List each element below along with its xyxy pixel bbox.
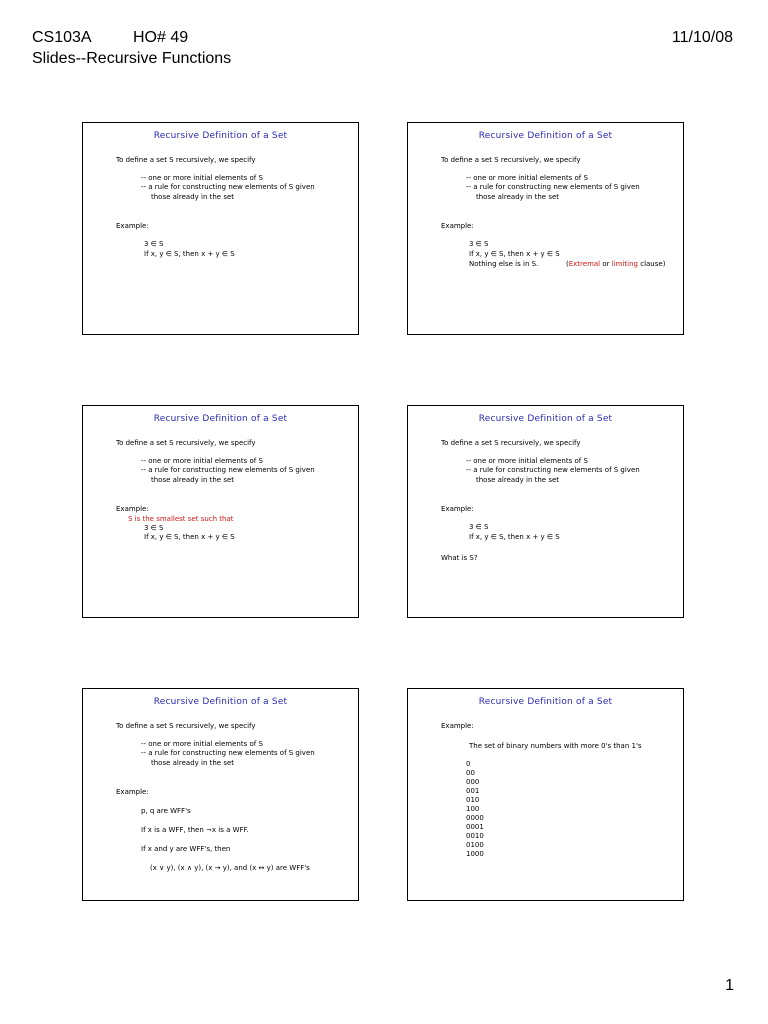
binary-number: 0010 [466, 832, 484, 840]
intro-text: To define a set S recursively, we specify [116, 439, 256, 447]
example-label: Example: [116, 222, 149, 230]
extremal-clause: Nothing else is in S. [469, 260, 539, 268]
slide-1 [82, 122, 359, 335]
extremal-word: Extremal [568, 260, 601, 268]
or-word: or [600, 260, 612, 268]
binary-number: 0100 [466, 841, 484, 849]
bullet-rule: -- a rule for constructing new elements of S given [141, 466, 315, 474]
intro-text: To define a set S recursively, we specify [116, 156, 256, 164]
slide-3 [82, 405, 359, 618]
document-subtitle: Slides--Recursive Functions [32, 50, 232, 67]
page-number: 1 [725, 977, 734, 994]
example-label: Example: [441, 722, 474, 730]
intro-text: To define a set S recursively, we specify [116, 722, 256, 730]
bullet-rule: -- a rule for constructing new elements of S given [141, 749, 315, 757]
bullet-rule: -- a rule for constructing new elements of S given [466, 466, 640, 474]
handout-number: HO# 49 [133, 29, 189, 46]
binary-number: 000 [466, 778, 480, 786]
intro-text: To define a set S recursively, we specify [441, 156, 581, 164]
bullet-rule-cont: those already in the set [151, 759, 235, 767]
question-text: What is S? [441, 554, 478, 562]
bullet-rule: -- a rule for constructing new elements of S given [466, 183, 640, 191]
course-code: CS103A [32, 29, 92, 46]
clause-close: clause) [638, 260, 666, 268]
limiting-word: limiting [611, 260, 638, 268]
example-label: Example: [116, 505, 149, 513]
intro-text: To define a set S recursively, we specify [441, 439, 581, 447]
paren-open: ( [566, 260, 569, 268]
slide-title: Recursive Definition of a Set [478, 414, 613, 424]
bullet-rule: -- a rule for constructing new elements of S given [141, 183, 315, 191]
bullet-initial-elements: -- one or more initial elements of S [141, 457, 263, 465]
slide-5 [82, 688, 359, 901]
slide-6 [407, 688, 684, 901]
binary-set-description: The set of binary numbers with more 0's than 1's [469, 742, 642, 750]
example-label: Example: [116, 788, 149, 796]
wff-binary-connectives: (x ∨ y), (x ∧ y), (x → y), and (x ↔ y) are WFF's [150, 864, 310, 872]
extremal-note [566, 260, 665, 270]
binary-number: 1000 [466, 850, 484, 858]
recursive-rule: If x, y ∈ S, then x + y ∈ S [144, 250, 235, 258]
binary-number: 0001 [466, 823, 484, 831]
bullet-rule-cont: those already in the set [151, 193, 235, 201]
recursive-rule: If x, y ∈ S, then x + y ∈ S [469, 533, 560, 541]
base-case: 3 ∈ S [144, 524, 164, 532]
bullet-initial-elements: -- one or more initial elements of S [141, 174, 263, 182]
base-case: 3 ∈ S [469, 240, 489, 248]
binary-number: 0000 [466, 814, 484, 822]
wff-negation: If x is a WFF, then ¬x is a WFF. [141, 826, 249, 834]
recursive-rule: If x, y ∈ S, then x + y ∈ S [144, 533, 235, 541]
recursive-rule: If x, y ∈ S, then x + y ∈ S [469, 250, 560, 258]
binary-number: 00 [466, 769, 475, 777]
binary-number: 100 [466, 805, 480, 813]
slide-4 [407, 405, 684, 618]
bullet-initial-elements: -- one or more initial elements of S [141, 740, 263, 748]
slide-title: Recursive Definition of a Set [478, 697, 613, 707]
handout-date: 11/10/08 [671, 29, 733, 46]
wff-binary-intro: If x and y are WFF's, then [141, 845, 231, 853]
bullet-rule-cont: those already in the set [476, 193, 560, 201]
base-case: 3 ∈ S [469, 523, 489, 531]
binary-number: 010 [466, 796, 480, 804]
binary-number: 001 [466, 787, 480, 795]
slide-title: Recursive Definition of a Set [153, 414, 288, 424]
smallest-set-note: S is the smallest set such that [128, 515, 234, 523]
slide-title: Recursive Definition of a Set [478, 131, 613, 141]
bullet-rule-cont: those already in the set [151, 476, 235, 484]
slide-title: Recursive Definition of a Set [153, 131, 288, 141]
bullet-rule-cont: those already in the set [476, 476, 560, 484]
example-label: Example: [441, 222, 474, 230]
binary-number: 0 [466, 760, 471, 768]
bullet-initial-elements: -- one or more initial elements of S [466, 457, 588, 465]
slide-title: Recursive Definition of a Set [153, 697, 288, 707]
slide-2 [407, 122, 684, 335]
example-label: Example: [441, 505, 474, 513]
wff-base: p, q are WFF's [141, 807, 191, 815]
bullet-initial-elements: -- one or more initial elements of S [466, 174, 588, 182]
base-case: 3 ∈ S [144, 240, 164, 248]
